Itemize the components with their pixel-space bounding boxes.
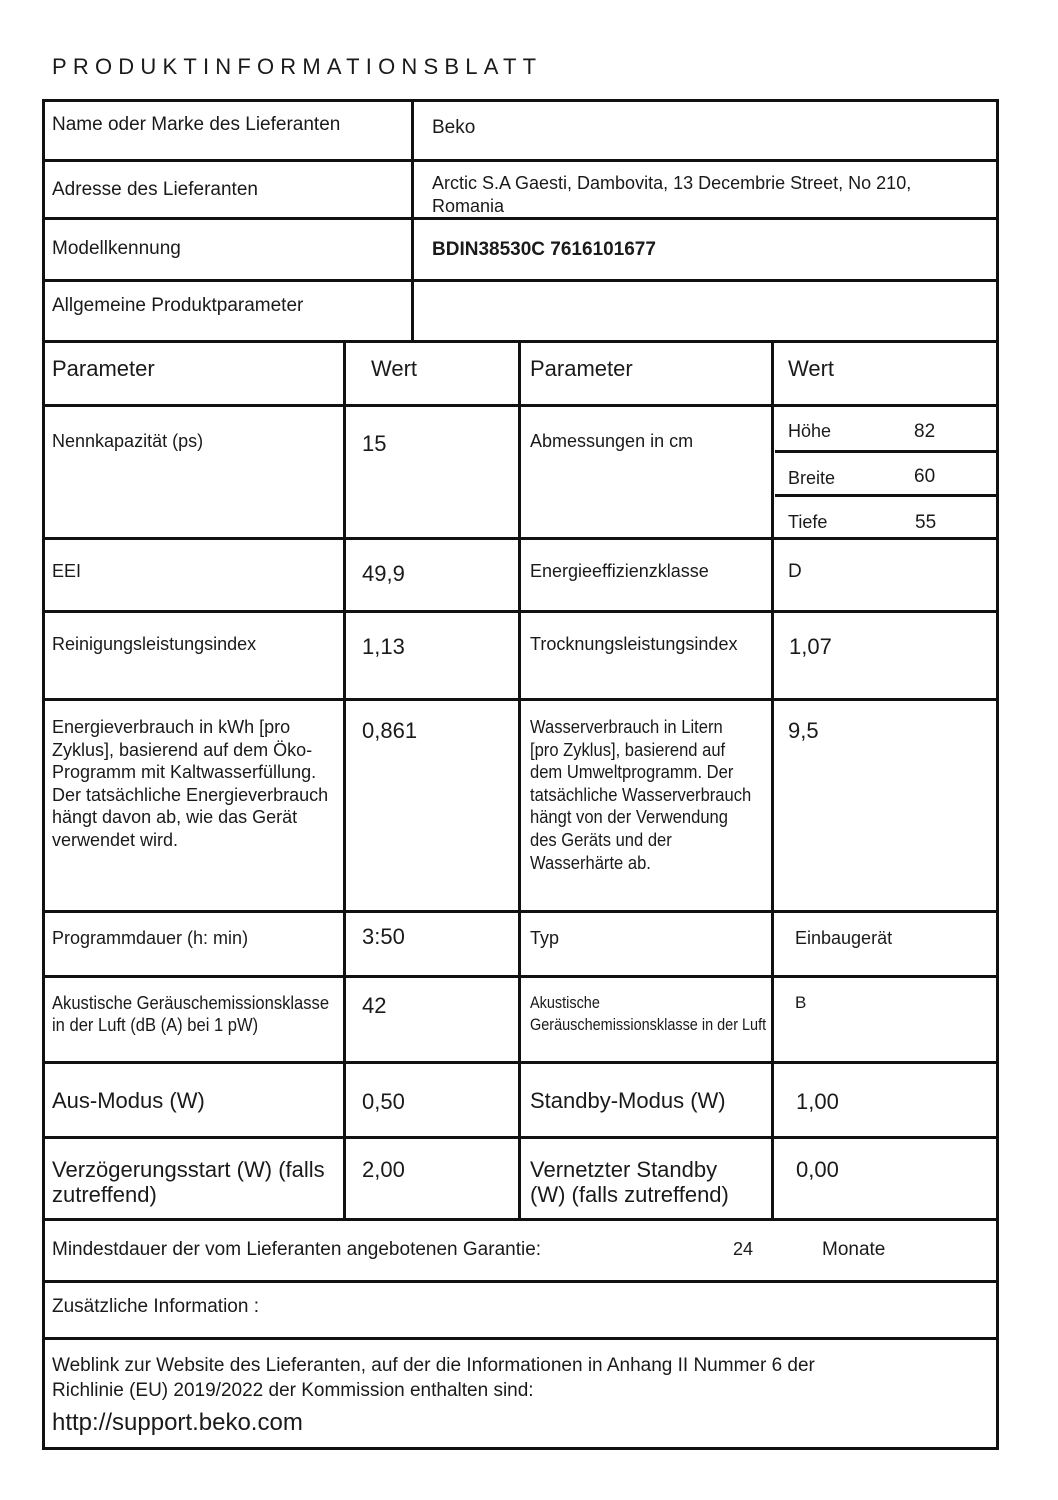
divider [775,494,999,497]
cleaning-index-label: Reinigungsleistungsindex [52,634,257,654]
duration-value: 3:50 [362,924,405,949]
divider [411,99,414,343]
header-parameter-1: Parameter [52,356,155,381]
header-value-1: Wert [371,356,418,381]
networked-standby-label-line2: (W) (falls zutreffend) [530,1182,729,1207]
noise-value: 42 [362,993,387,1018]
cleaning-index-value: 1,13 [362,634,405,659]
delay-start-value: 2,00 [362,1157,405,1182]
energy-consumption-value: 0,861 [362,718,418,743]
divider [775,450,999,453]
drying-index-label: Trocknungsleistungsindex [530,634,738,654]
divider [343,340,346,1221]
supplier-name-value: Beko [432,117,476,138]
weblink-text-line2: Richlinie (EU) 2019/2022 der Kommission enthalten sind: [52,1380,534,1401]
divider [42,159,999,162]
support-link[interactable]: http://support.beko.com [52,1409,303,1436]
weblink-text-line1: Weblink zur Website des Lieferanten, auf der die Informationen in Anhang II Nummer 6 der [52,1355,815,1376]
divider [42,1280,999,1283]
noise-class-label-line2: Geräuschemissionsklasse in der Luft [530,1015,767,1034]
energy-class-label: Energieeffizienzklasse [530,561,709,581]
eei-value: 49,9 [362,561,405,586]
water-consumption-label: Wasserverbrauch in Litern [pro Zyklus], basierend auf dem Umweltprogramm. Der tatsächliche Wasserverbrauch hängt von der Verwendung des Geräts und der Wasserhärte ab. [530,717,752,873]
capacity-label: Nennkapazität (ps) [52,431,204,451]
height-value: 82 [914,421,936,442]
divider [42,217,999,220]
standby-value: 1,00 [796,1089,839,1114]
page-title: PRODUKTINFORMATIONSBLATT [52,54,543,79]
divider [771,340,774,1221]
energy-consumption-label: Energieverbrauch in kWh [pro Zyklus], basierend auf dem Öko-Programm mit Kaltwasserfüllung. Der tatsächliche Energieverbrauch hängt davon ab, wie das Gerät verwendet wird. [52,717,329,850]
general-params-label: Allgemeine Produktparameter [52,295,304,316]
dimensions-label: Abmessungen in cm [530,431,694,451]
divider [42,1337,999,1340]
additional-info-label: Zusätzliche Information : [52,1296,259,1317]
water-consumption-value: 9,5 [788,718,819,743]
duration-label: Programmdauer (h: min) [52,928,249,948]
off-mode-label: Aus-Modus (W) [52,1088,205,1113]
depth-value: 55 [915,512,937,533]
header-value-2: Wert [788,356,835,381]
noise-class-label-line1: Akustische [530,993,600,1012]
header-parameter-2: Parameter [530,356,633,381]
height-label: Höhe [788,421,832,441]
delay-start-label-line1: Verzögerungsstart (W) (falls [52,1157,325,1182]
eei-label: EEI [52,561,82,581]
model-label: Modellkennung [52,238,181,259]
guarantee-value: 24 [733,1239,754,1259]
guarantee-label: Mindestdauer der vom Lieferanten angebotenen Garantie: [52,1239,542,1260]
drying-index-value: 1,07 [789,634,832,659]
model-value: BDIN38530C 7616101677 [432,239,656,260]
divider [518,340,521,1221]
supplier-address-line1: Arctic S.A Gaesti, Dambovita, 13 Decembrie Street, No 210, [432,173,912,193]
supplier-name-label: Name oder Marke des Lieferanten [52,114,341,135]
energy-class-value: D [788,561,802,582]
noise-label-line1: Akustische Geräuschemissionsklasse [52,993,330,1013]
delay-start-label-line2: zutreffend) [52,1182,157,1207]
depth-label: Tiefe [788,512,828,532]
guarantee-unit: Monate [822,1239,886,1260]
networked-standby-label-line1: Vernetzter Standby [530,1157,718,1182]
supplier-address-line2: Romania [432,196,505,216]
capacity-value: 15 [362,431,387,456]
noise-label-line2: in der Luft (dB (A) bei 1 pW) [52,1015,259,1035]
type-label: Typ [530,928,560,948]
off-mode-value: 0,50 [362,1089,405,1114]
supplier-address-label: Adresse des Lieferanten [52,179,258,200]
standby-label: Standby-Modus (W) [530,1088,726,1113]
divider [42,279,999,282]
noise-class-value: B [795,993,807,1012]
networked-standby-value: 0,00 [796,1157,839,1182]
type-value: Einbaugerät [795,928,893,948]
width-label: Breite [788,468,836,488]
width-value: 60 [914,466,936,487]
